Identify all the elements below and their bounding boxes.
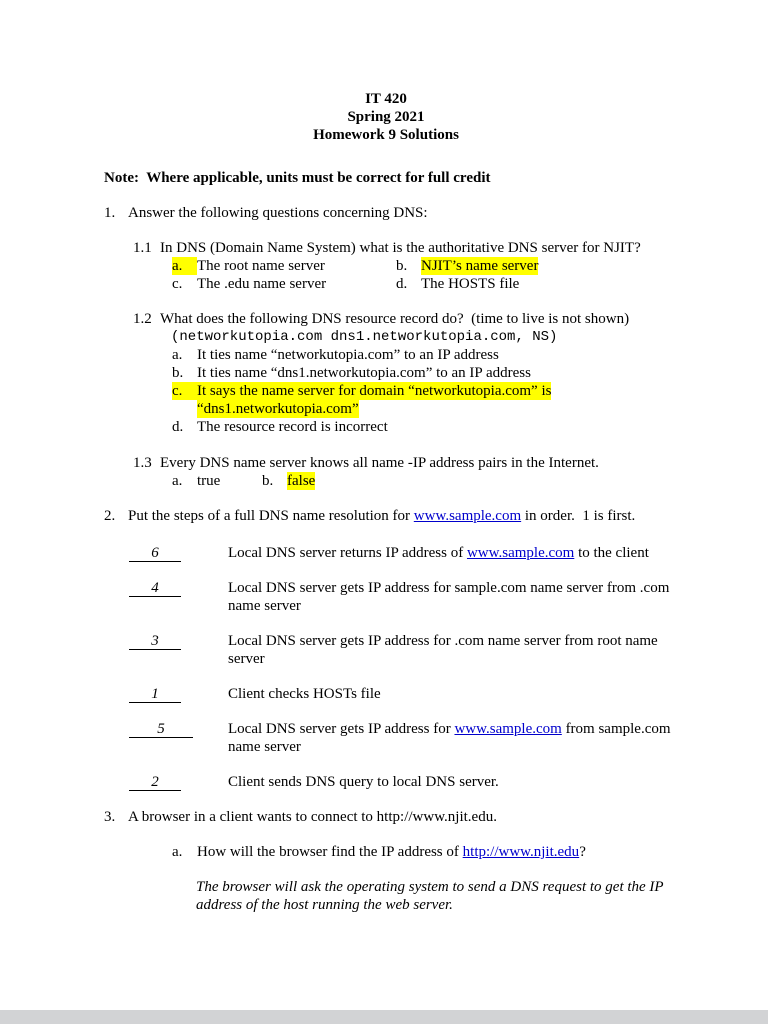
q12-option-c-spacer [172, 400, 197, 418]
dns-resource-record: (networkutopia.com dns1.networkutopia.com, NS) [171, 329, 558, 345]
q12-option-c-text-line1: It says the name server for domain “networkutopia.com” is [197, 383, 552, 399]
q12-option-c [172, 382, 668, 400]
credit-note: Note: Where applicable, units must be correct for full credit [104, 170, 491, 186]
question-3a-letter: a. [172, 844, 183, 860]
q11-option-b-letter: b. [396, 258, 408, 274]
question-2-text-post: in order. 1 is first. [521, 508, 636, 524]
step-text [228, 544, 678, 562]
question-3a-text-post: ? [579, 844, 586, 860]
dns-step-row [104, 632, 668, 668]
answer-number: 1 [151, 686, 159, 702]
question-1-1 [133, 239, 668, 293]
question-1-3-text: Every DNS name server knows all name -IP address pairs in the Internet. [160, 455, 599, 471]
question-2 [104, 507, 668, 525]
question-2-text [128, 507, 635, 525]
question-2-text-pre: Put the steps of a full DNS name resolution for [128, 508, 414, 524]
q13-option-a-letter: a. [172, 473, 183, 489]
question-1-2-label: 1.2 [133, 311, 152, 327]
answer-blank [129, 686, 181, 703]
document-header [104, 90, 668, 144]
q13-option-a [172, 472, 262, 490]
answer-number: 4 [151, 580, 159, 596]
question-1-2 [133, 310, 668, 436]
q12-option-b [172, 364, 668, 382]
question-3a-text-pre: How will the browser find the IP address of [197, 844, 463, 860]
question-1-2-text: What does the following DNS resource record do? (time to live is not shown) [160, 311, 630, 327]
q11-option-b-text: NJIT’s name server [421, 258, 539, 274]
question-1-3 [133, 454, 668, 490]
question-2-number: 2. [104, 508, 116, 524]
q11-options-row-2 [172, 275, 668, 293]
document-title: Homework 9 Solutions [313, 127, 459, 143]
answer-number: 5 [157, 721, 165, 737]
step-blank-cell [104, 720, 228, 756]
question-3-text: A browser in a client wants to connect to http://www.njit.edu. [128, 809, 497, 825]
step-text-post: to the client [574, 545, 649, 561]
step-text: Client checks HOSTs file [228, 686, 381, 702]
answer-number: 2 [151, 774, 159, 790]
step-text-post: from sample.com name server [228, 721, 675, 755]
q12-option-b-letter: b. [172, 365, 184, 381]
q12-option-d [172, 418, 668, 436]
step-text: Local DNS server gets IP address for .com name server from root name server [228, 633, 662, 667]
dns-step-row [104, 544, 668, 562]
q12-option-c-letter: c. [172, 382, 197, 400]
q12-option-b-text: It ties name “dns1.networkutopia.com” to an IP address [197, 365, 531, 381]
answer-blank [129, 633, 181, 650]
q12-option-c-continued [172, 400, 668, 418]
q12-option-a [172, 346, 668, 364]
q11-options-row-1 [172, 257, 668, 275]
question-1-text: Answer the following questions concerning DNS: [128, 205, 428, 221]
dns-step-row [104, 685, 668, 703]
viewer-bottom-strip [0, 1010, 768, 1024]
step-text-pre: Local DNS server returns IP address of [228, 545, 467, 561]
q11-option-a-text: The root name server [197, 258, 325, 274]
dns-step-row [104, 773, 668, 791]
q12-option-d-letter: d. [172, 419, 184, 435]
q11-option-c-text: The .edu name server [197, 276, 327, 292]
step-blank-cell [104, 544, 228, 562]
answer-number: 6 [151, 545, 159, 561]
step-text [228, 720, 678, 756]
q13-option-b-letter: b. [262, 473, 274, 489]
sample-com-link[interactable]: www.sample.com [413, 508, 522, 524]
q13-option-b [262, 472, 315, 490]
step-text: Local DNS server gets IP address for sample.com name server from .com name server [228, 580, 674, 614]
course-code: IT 420 [365, 91, 407, 107]
njit-link[interactable]: http://www.njit.edu [462, 844, 580, 860]
q11-option-a [172, 257, 396, 275]
question-1-1-text: In DNS (Domain Name System) what is the authoritative DNS server for NJIT? [160, 240, 641, 256]
q11-option-d-letter: d. [396, 276, 408, 292]
question-1-1-label: 1.1 [133, 240, 152, 256]
dns-step-row [104, 579, 674, 615]
answer-blank [129, 774, 181, 791]
sample-com-link[interactable]: www.sample.com [466, 545, 575, 561]
answer-blank [129, 580, 181, 597]
q12-option-a-text: It ties name “networkutopia.com” to an IP address [197, 347, 499, 363]
q13-option-b-text: false [287, 473, 316, 489]
course-term: Spring 2021 [347, 109, 425, 125]
q12-option-d-text: The resource record is incorrect [197, 419, 388, 435]
step-text: Client sends DNS query to local DNS server. [228, 774, 499, 790]
sample-com-link[interactable]: www.sample.com [454, 721, 562, 737]
step-text-pre: Local DNS server gets IP address for [228, 721, 455, 737]
step-blank-cell [104, 685, 228, 703]
q13-option-a-text: true [197, 473, 221, 489]
q11-option-a-letter: a. [172, 257, 197, 275]
dns-step-row [104, 720, 675, 756]
question-3a [172, 843, 668, 861]
question-3a-text [197, 843, 627, 861]
q12-option-a-letter: a. [172, 347, 183, 363]
q11-option-c [172, 275, 396, 293]
question-3a-answer: The browser will ask the operating system to send a DNS request to get the IP address of the host running the web server. [196, 879, 668, 913]
question-1-3-label: 1.3 [133, 455, 152, 471]
q12-option-c-text-line2: “dns1.networkutopia.com” [197, 401, 359, 417]
step-blank-cell [104, 632, 228, 668]
q11-option-c-letter: c. [172, 276, 183, 292]
answer-number: 3 [151, 633, 159, 649]
step-blank-cell [104, 773, 228, 791]
answer-blank [129, 721, 193, 738]
q11-option-d-text: The HOSTS file [421, 276, 520, 292]
question-1 [104, 204, 668, 222]
answer-blank [129, 545, 181, 562]
q11-option-d [396, 275, 519, 293]
question-3-number: 3. [104, 809, 116, 825]
question-1-number: 1. [104, 205, 116, 221]
step-blank-cell [104, 579, 228, 615]
q11-option-b [396, 257, 538, 275]
question-3 [104, 808, 668, 826]
q13-options-row [172, 472, 668, 490]
